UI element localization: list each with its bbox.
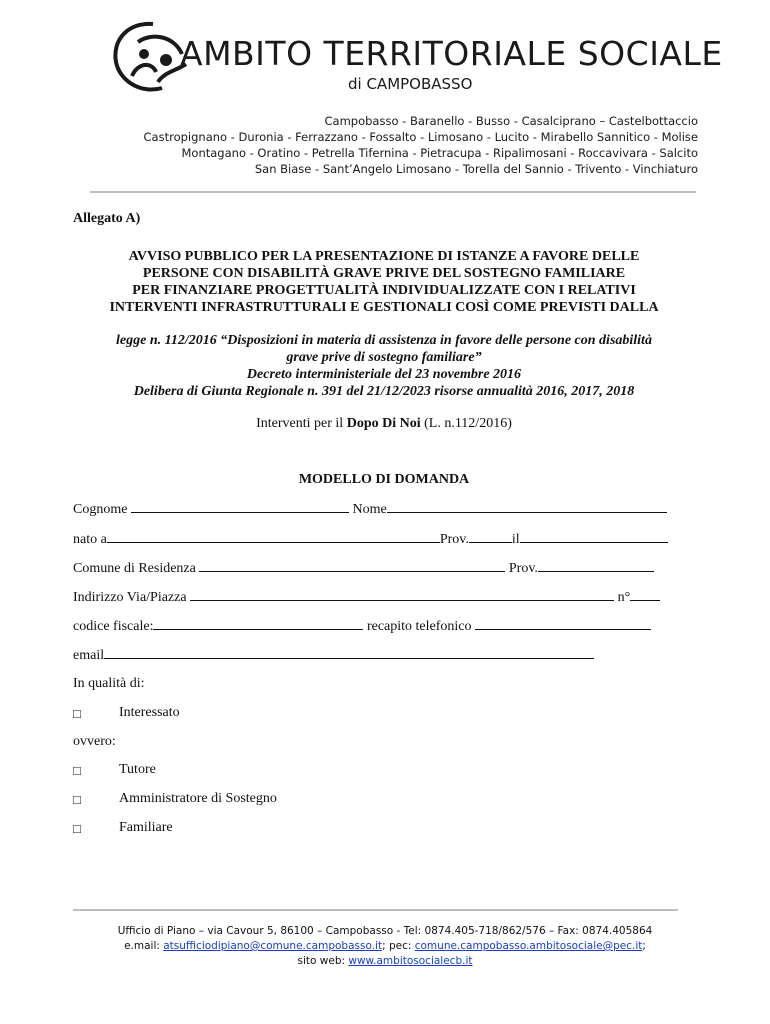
- cognome-field[interactable]: [131, 500, 349, 513]
- comune-field[interactable]: [199, 559, 505, 572]
- email-link[interactable]: atsufficiodipiano@comune.campobasso.it: [163, 940, 383, 952]
- row-indirizzo: [73, 588, 660, 606]
- luogo-nascita-field[interactable]: [107, 530, 440, 543]
- indirizzo-label: Indirizzo Via/Piazza: [73, 590, 187, 605]
- prov-label: Prov.: [508, 561, 538, 576]
- legge-line: legge n. 112/2016 “Disposizioni in materia di assistenza in favore delle persone con disabilità: [116, 333, 652, 348]
- comuni-line: Campobasso - Baranello - Busso - Casalciprano – Castelbottaccio: [324, 114, 698, 128]
- email-prefix: e.mail:: [124, 940, 164, 952]
- comuni-line: Castropignano - Duronia - Ferrazzano - Fossalto - Limosano - Lucito - Mirabello Sannitico - Molise: [143, 130, 698, 144]
- email-label: email: [73, 648, 105, 663]
- avviso-line: INTERVENTI INFRASTRUTTURALI E GESTIONALI COSÌ COME PREVISTI DALLA: [109, 300, 659, 315]
- avviso-line: PER FINANZIARE PROGETTUALITÀ INDIVIDUALIZZATE CON I RELATIVI: [132, 283, 636, 298]
- nome-label: Nome: [352, 502, 387, 517]
- comuni-line: Montagano - Oratino - Petrella Tifernina - Pietracupa - Ripalimosani - Roccavivara - Salcito: [181, 146, 698, 160]
- header-divider: [90, 191, 696, 193]
- web-prefix: sito web:: [297, 955, 349, 967]
- indirizzo-field[interactable]: [190, 588, 614, 601]
- footer-divider: [73, 909, 678, 911]
- checkbox-familiare[interactable]: □: [73, 821, 81, 836]
- avviso-title: [73, 248, 695, 316]
- comuni-list: [58, 113, 698, 177]
- cognome-label: Cognome: [73, 502, 128, 517]
- interventi-prefix: Interventi per il: [256, 416, 347, 431]
- legge-line: Decreto interministeriale del 23 novembre 2016: [246, 367, 522, 382]
- checkbox-amministratore[interactable]: □: [73, 792, 81, 807]
- option-interessato: Interessato: [119, 705, 180, 720]
- checkbox-tutore[interactable]: □: [73, 763, 81, 778]
- interventi-bold: Dopo Di Noi: [346, 416, 421, 431]
- option-amministratore: Amministratore di Sostegno: [119, 791, 277, 806]
- comune-label: Comune di Residenza: [73, 561, 196, 576]
- footer-contacts: [60, 924, 710, 969]
- modello-title: MODELLO DI DOMANDA: [298, 472, 470, 487]
- telefono-field[interactable]: [475, 617, 651, 630]
- data-nascita-field[interactable]: [520, 530, 668, 543]
- prov-label: Prov.: [439, 532, 469, 547]
- option-familiare: Familiare: [119, 820, 173, 835]
- pec-prefix: ; pec:: [382, 940, 415, 952]
- legge-line: Delibera di Giunta Regionale n. 391 del 21/12/2023 risorse annualità 2016, 2017, 2018: [133, 384, 635, 399]
- ambito-logo: [108, 18, 723, 98]
- codice-fiscale-field[interactable]: [153, 617, 363, 630]
- allegato-label: Allegato A): [73, 211, 141, 226]
- option-tutore: Tutore: [119, 762, 156, 777]
- comuni-line: San Biase - Sant’Angelo Limosano - Torella del Sannio - Trivento - Vinchiaturo: [254, 162, 698, 176]
- avviso-line: PERSONE CON DISABILITÀ GRAVE PRIVE DEL SOSTEGNO FAMILIARE: [142, 266, 626, 281]
- ovvero-label: ovvero:: [73, 734, 116, 749]
- qualita-label: In qualità di:: [73, 676, 145, 691]
- email-field[interactable]: [104, 646, 594, 659]
- prov-nascita-field[interactable]: [469, 530, 512, 543]
- telefono-label: recapito telefonico: [366, 619, 472, 634]
- checkbox-interessato[interactable]: □: [73, 706, 81, 721]
- row-email: [73, 646, 594, 664]
- logo-title: AMBITO TERRITORIALE SOCIALE: [180, 34, 723, 73]
- footer-web-line: [60, 954, 710, 969]
- numero-label: n°: [617, 590, 631, 605]
- footer-mail-line: [60, 939, 710, 954]
- avviso-line: AVVISO PUBBLICO PER LA PRESENTAZIONE DI ISTANZE A FAVORE DELLE: [128, 249, 640, 264]
- legge-line: grave prive di sostegno familiare”: [286, 350, 482, 365]
- row-cognome-nome: [73, 500, 667, 518]
- row-cf-telefono: [73, 617, 651, 635]
- website-link[interactable]: www.ambitosocialecb.it: [348, 955, 473, 967]
- prov-residenza-field[interactable]: [538, 559, 654, 572]
- numero-civico-field[interactable]: [630, 588, 660, 601]
- row-nascita: [73, 530, 668, 548]
- logo-subtitle: di CAMPOBASSO: [348, 75, 473, 93]
- footer-address: Ufficio di Piano – via Cavour 5, 86100 – Campobasso - Tel: 0874.405-718/862/576 – Fax: 0874.405864: [117, 925, 653, 937]
- row-comune: [73, 559, 654, 577]
- cf-label: codice fiscale:: [73, 619, 154, 634]
- pec-suffix: ;: [642, 940, 646, 952]
- interventi-line: [73, 416, 695, 432]
- pec-link[interactable]: comune.campobasso.ambitosociale@pec.it: [414, 940, 643, 952]
- il-label: il: [511, 532, 520, 547]
- legge-reference: [73, 332, 695, 400]
- nato-label: nato a: [73, 532, 107, 547]
- interventi-suffix: (L. n.112/2016): [420, 416, 512, 431]
- nome-field[interactable]: [387, 500, 667, 513]
